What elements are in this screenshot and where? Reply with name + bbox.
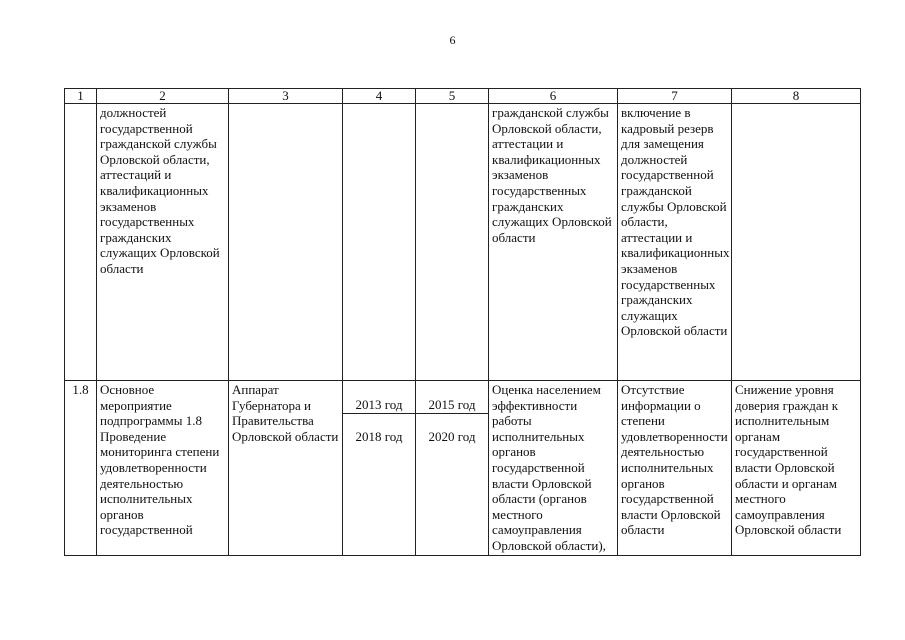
end-year-first: 2015 год [416, 397, 488, 414]
cell-number [65, 104, 97, 381]
cell-expected-result: Оценка населением эффективности работы исполнительных органов государственной власти Орловской области (органов местного самоуправления Орловской области), [489, 381, 618, 556]
cell-executor: Аппарат Губернатора и Правительства Орловской области [229, 381, 343, 556]
cell-indicators [732, 104, 861, 381]
column-number-1: 1 [65, 89, 97, 104]
cell-start-period [343, 104, 416, 381]
cell-expected-result: гражданской службы Орловской области, аттестации и квалификационных экзаменов государственных гражданских служащих Орловской области [489, 104, 618, 381]
cell-number: 1.8 [65, 381, 97, 556]
cell-consequences: включение в кадровый резерв для замещения должностей государственной гражданской службы Орловской области, аттестации и квалификационных экзаменов государственных гражданских служащих Орловской области [618, 104, 732, 381]
column-number-6: 6 [489, 89, 618, 104]
measures-table [64, 88, 861, 556]
table-header-row [65, 89, 861, 104]
column-number-5: 5 [416, 89, 489, 104]
cell-measure-name: Основное мероприятие подпрограммы 1.8 Проведение мониторинга степени удовлетворенности деятельностью исполнительных органов государственной [97, 381, 229, 556]
column-number-8: 8 [732, 89, 861, 104]
cell-executor [229, 104, 343, 381]
column-number-7: 7 [618, 89, 732, 104]
end-year-second: 2020 год [428, 429, 476, 445]
cell-indicators: Снижение уровня доверия граждан к исполнительным органам государственной власти Орловской области и органам местного самоуправления Орловской области [732, 381, 861, 556]
cell-measure-name: должностей государственной гражданской службы Орловской области, аттестаций и квалификационных экзаменов государственных гражданских служащих Орловской области [97, 104, 229, 381]
start-year-first: 2013 год [343, 397, 415, 414]
table-row-1-8 [65, 381, 861, 556]
cell-start-period [343, 381, 416, 556]
column-number-3: 3 [229, 89, 343, 104]
table-row-continuation [65, 104, 861, 381]
start-year-second: 2018 год [355, 429, 403, 445]
cell-consequences: Отсутствие информации о степени удовлетворенности деятельностью исполнительных органов государственной власти Орловской области [618, 381, 732, 556]
page-number: 6 [449, 33, 456, 47]
column-number-4: 4 [343, 89, 416, 104]
cell-end-period [416, 104, 489, 381]
column-number-2: 2 [97, 89, 229, 104]
cell-end-period [416, 381, 489, 556]
